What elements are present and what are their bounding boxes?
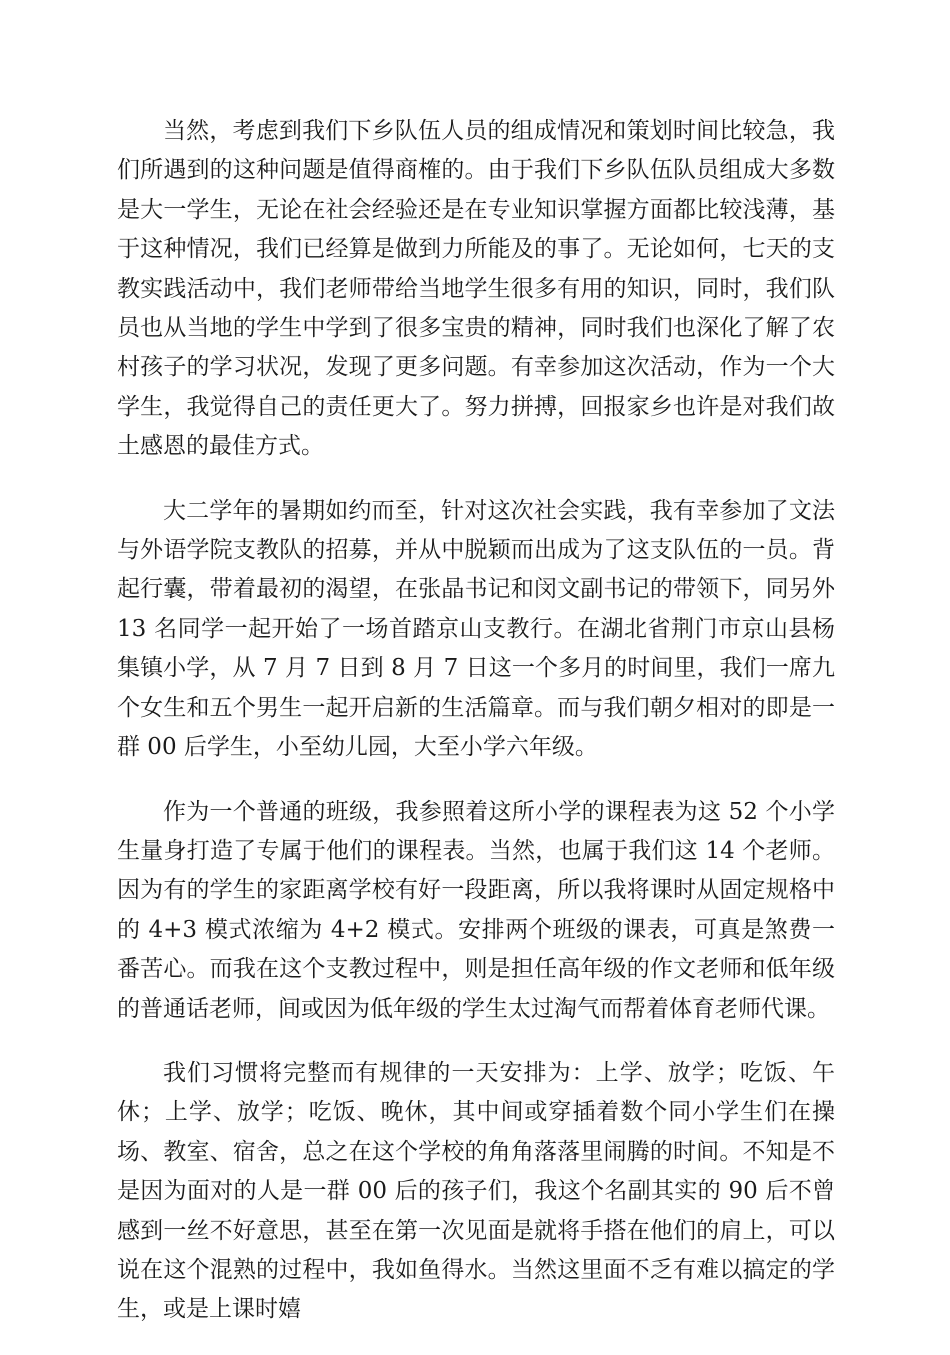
paragraph: 大二学年的暑期如约而至，针对这次社会实践，我有幸参加了文法与外语学院支教队的招募，并从中脱颖而出成为了这支队伍的一员。背起行囊，带着最初的渴望，在张晶书记和闵文副书记的带领下，同另外 13 名同学一起开始了一场首踏京山支教行。在湖北省荆门市京山县杨集镇小学，从 7 月 7 日到 8 月 7 日这一个多月的时间里，我们一席九个女生和五个男生一起开启新的生活篇章。而与我们朝夕相对的即是一群 00 后学生，小至幼儿园，大至小学六年级。 bbox=[117, 497, 835, 761]
document-body bbox=[117, 112, 835, 1355]
paragraph: 当然，考虑到我们下乡队伍人员的组成情况和策划时间比较急，我们所遇到的这种问题是值得商榷的。由于我们下乡队伍队员组成大多数是大一学生，无论在社会经验还是在专业知识掌握方面都比较浅薄，基于这种情况，我们已经算是做到力所能及的事了。无论如何，七天的支教实践活动中，我们老师带给当地学生很多有用的知识，同时，我们队员也从当地的学生中学到了很多宝贵的精神，同时我们也深化了解了农村孩子的学习状况，发现了更多问题。有幸参加这次活动，作为一个大学生，我觉得自己的责任更大了。努力拼搏，回报家乡也许是对我们故土感恩的最佳方式。 bbox=[117, 118, 835, 460]
paragraph: 我们习惯将完整而有规律的一天安排为：上学、放学；吃饭、午休；上学、放学；吃饭、晚休，其中间或穿插着数个同小学生们在操场、教室、宿舍，总之在这个学校的角角落落里闹腾的时间。不知是不是因为面对的人是一群 00 后的孩子们，我这个名副其实的 90 后不曾感到一丝不好意思，甚至在第一次见面是就将手搭在他们的肩上，可以说在这个混熟的过程中，我如鱼得水。当然这里面不乏有难以搞定的学生，或是上课时嬉 bbox=[117, 1059, 835, 1323]
paragraph: 作为一个普通的班级，我参照着这所小学的课程表为这 52 个小学生量身打造了专属于他们的课程表。当然，也属于我们这 14 个老师。因为有的学生的家距离学校有好一段距离，所以我将课时从固定规格中的 4+3 模式浓缩为 4+2 模式。安排两个班级的课表，可真是煞费一番苦心。而我在这个支教过程中，则是担任高年级的作文老师和低年级的普通话老师，间或因为低年级的学生太过淘气而帮着体育老师代课。 bbox=[117, 798, 835, 1022]
